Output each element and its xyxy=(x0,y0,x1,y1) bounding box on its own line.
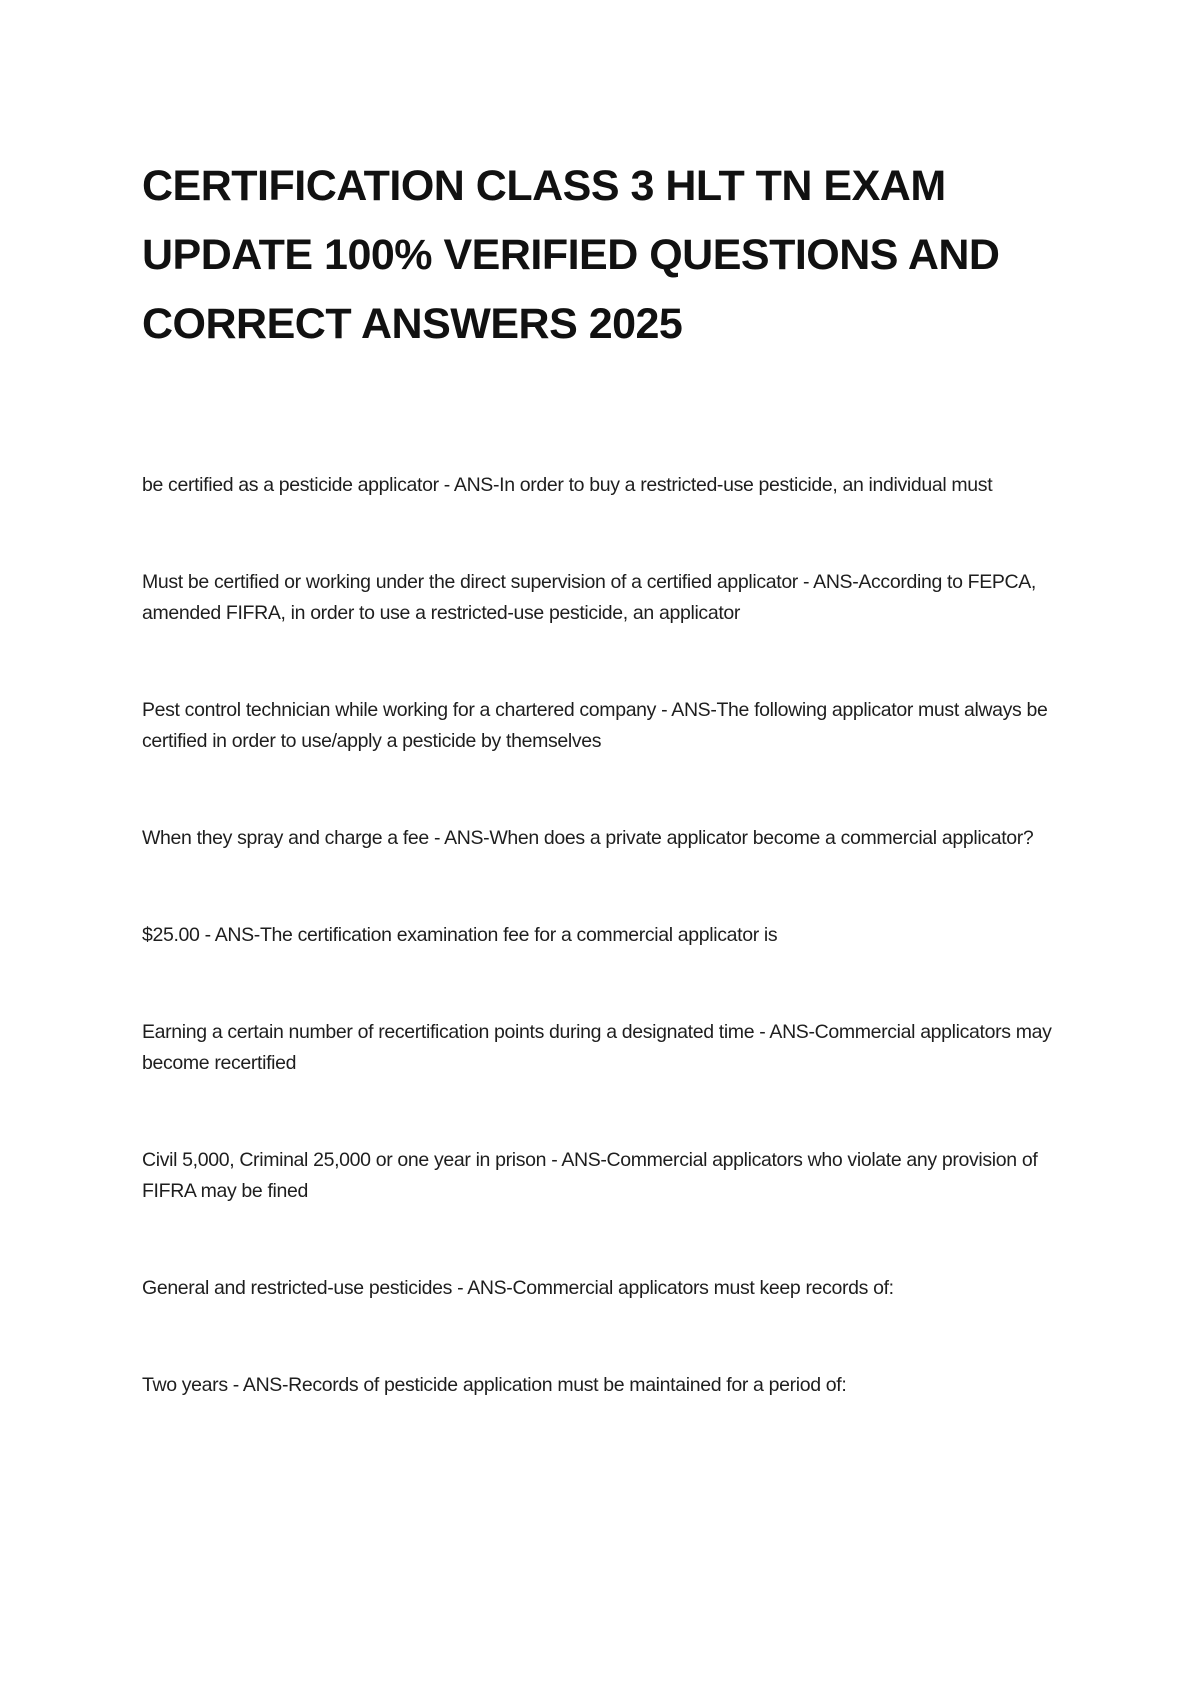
qa-separator: - ANS- xyxy=(797,571,859,593)
qa-item xyxy=(142,470,1072,501)
qa-separator: - ANS- xyxy=(754,1021,815,1043)
qa-item xyxy=(142,695,1072,757)
qa-separator: - ANS- xyxy=(656,699,717,721)
qa-separator: - ANS- xyxy=(452,1277,513,1299)
qa-answer: General and restricted-use pesticides xyxy=(142,1277,453,1299)
document-page xyxy=(142,0,1072,1700)
qa-item xyxy=(142,823,1072,854)
qa-separator: - ANS- xyxy=(428,827,490,849)
qa-question: Commercial applicators may become recertified xyxy=(142,1021,1052,1074)
qa-item xyxy=(142,1370,1072,1401)
qa-question: The certification examination fee for a commercial applicator is xyxy=(259,924,778,946)
qa-item xyxy=(142,1017,1072,1079)
document-title: CERTIFICATION CLASS 3 HLT TN EXAM UPDATE 100% VERIFIED QUESTIONS AND CORRECT ANSWERS 2025 xyxy=(142,162,1000,348)
qa-question: According to FEPCA, amended FIFRA, in order to use a restricted-use pesticide, an applicator xyxy=(142,571,1036,624)
qa-question: Commercial applicators must keep records of: xyxy=(512,1277,894,1299)
qa-answer: Civil 5,000, Criminal 25,000 or one year in prison xyxy=(142,1149,547,1171)
qa-list xyxy=(142,470,1072,1401)
qa-item xyxy=(142,567,1072,629)
qa-answer: Must be certified or working under the direct supervision of a certified applicator xyxy=(142,571,798,593)
qa-question: Records of pesticide application must be maintained for a period of: xyxy=(288,1374,847,1396)
qa-separator: - ANS- xyxy=(227,1374,289,1396)
qa-answer: Two years xyxy=(142,1374,228,1396)
qa-answer: Earning a certain number of recertification points during a designated time xyxy=(142,1021,755,1043)
qa-answer: Pest control technician while working for a chartered company xyxy=(142,699,657,721)
qa-separator: - ANS- xyxy=(199,924,260,946)
qa-question: Commercial applicators who violate any provision of FIFRA may be fined xyxy=(142,1149,1038,1202)
qa-item xyxy=(142,1145,1072,1207)
qa-separator: - ANS- xyxy=(546,1149,607,1171)
qa-item xyxy=(142,1273,1072,1304)
qa-item xyxy=(142,920,1072,951)
qa-answer: be certified as a pesticide applicator xyxy=(142,474,439,496)
qa-question: In order to buy a restricted-use pesticide, an individual must xyxy=(499,474,993,496)
qa-question: When does a private applicator become a commercial applicator? xyxy=(489,827,1034,849)
qa-answer: $25.00 xyxy=(142,924,200,946)
qa-answer: When they spray and charge a fee xyxy=(142,827,429,849)
qa-question: The following applicator must always be certified in order to use/apply a pesticide by themselves xyxy=(142,699,1048,752)
qa-separator: - ANS- xyxy=(438,474,500,496)
